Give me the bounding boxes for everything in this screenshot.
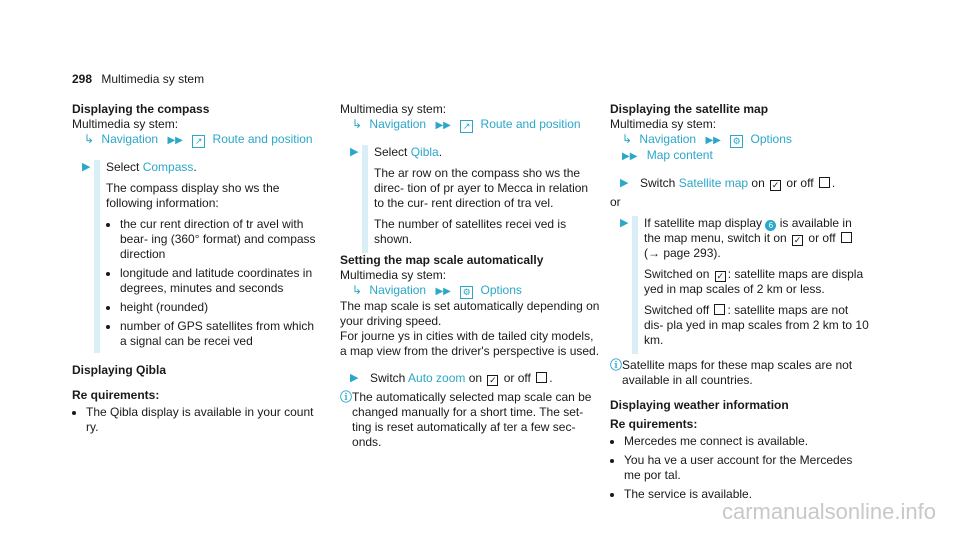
intro-text: Multimedia sy stem: [610, 117, 717, 131]
route-icon: ↗ [460, 120, 473, 133]
page-reference[interactable]: (→ page 293). [644, 246, 721, 260]
intro-text: Multimedia sy stem: [340, 102, 447, 116]
path-arrow-icon: ↳ [84, 132, 95, 146]
step-select-qibla: ▶ Select Qibla. The ar row on the compass sho ws the direc‑ tion of pr ayer to Mecca in relation to the cur‑ rent direction of tra vel. The number of satellites recei ved is shown. [340, 145, 600, 253]
path-navigation[interactable]: Navigation [369, 283, 427, 297]
intro-text: Multimedia sy stem: [340, 268, 447, 282]
page-number: 298 [72, 72, 93, 86]
watermark: carmanualsonline.info [721, 499, 936, 524]
callout-number: 6 [765, 220, 776, 231]
column-3 [610, 102, 870, 506]
map-scale-heading: Setting the map scale automatically [340, 253, 544, 267]
compass-description: The compass display sho ws the following information: [106, 181, 280, 210]
list-item: • The Qibla display is available in your count ry. [86, 405, 318, 435]
section-title: Multimedia sy stem [101, 72, 205, 86]
page-header [72, 72, 204, 86]
qibla-link[interactable]: Qibla [410, 145, 439, 159]
list-item: • the cur rent direction of tr avel with bear‑ ing (360° format) and compass direction [120, 217, 318, 262]
path-navigation[interactable]: Navigation [369, 117, 427, 131]
step-select-compass: ▶ Select Compass. The compass display sho ws the following information: • the cur rent direction of tr avel with bear‑ ing (360° format) and compass direction • longitude and latitude coordinates in degrees, minutes and seconds • height (rounded) • number of GPS satellites from which a signal can be recei ved [72, 160, 318, 353]
double-chevron-icon: ▶▶ [435, 286, 451, 297]
requirements-list [72, 405, 318, 435]
requirements-list [610, 434, 870, 502]
step-arrow-icon: ▶ [620, 177, 629, 189]
list-item: • The service is available. [624, 487, 870, 502]
info-icon: ⓘ [610, 358, 623, 372]
double-chevron-icon: ▶▶ [622, 151, 638, 162]
info-icon: ⓘ [340, 390, 353, 404]
scale-description: The map scale is set automatically depending on your driving speed. [340, 299, 600, 328]
list-item: • height (rounded) [120, 300, 318, 315]
list-item: • Mercedes me connect is available. [624, 434, 870, 449]
path-navigation[interactable]: Navigation [639, 132, 697, 146]
unchecked-box-icon [819, 177, 830, 188]
gear-icon: ⚙ [730, 135, 743, 148]
unchecked-box-icon [536, 372, 547, 383]
unchecked-box-icon [841, 232, 852, 243]
step-arrow-icon: ▶ [82, 161, 91, 173]
gear-icon: ⚙ [460, 286, 473, 299]
scale-description-2: For journe ys in cities with de tailed city models, a map view from the driver's perspective is used. [340, 329, 600, 358]
route-icon: ↗ [192, 135, 205, 148]
list-item: • You ha ve a user account for the Mercedes me por tal. [624, 453, 870, 483]
step-satellite-display: ▶ If satellite map display 6 is available in the map menu, switch it on ✓ or off (→ page 293). Switched on ✓ : satellite maps are displa yed in map scales of 2 km or less. Switched off : satellite maps are not dis‑ pla yed in map scales from 2 km to 10 km. [610, 216, 870, 354]
requirements-label: Re quirements: [610, 417, 698, 431]
path-options[interactable]: Options [480, 283, 522, 297]
double-chevron-icon: ▶▶ [167, 135, 183, 146]
weather-heading: Displaying weather information [610, 398, 789, 412]
checked-box-icon: ✓ [489, 375, 497, 385]
info-note: ⓘ The automatically selected map scale can be changed manually for a short time. The set‑ ting is reset automatically af ter a few sec‑ onds. [340, 390, 592, 449]
column-2 [340, 102, 600, 450]
checked-box-icon: ✓ [771, 180, 780, 190]
step-arrow-icon: ▶ [350, 146, 359, 158]
qibla-description: The ar row on the compass sho ws the direc‑ tion of pr ayer to Mecca in relation to the cur‑ rent direction of tra vel. [374, 166, 589, 210]
path-arrow-icon: ↳ [352, 283, 363, 297]
path-route[interactable]: Route and position [480, 117, 581, 131]
intro-text: Multimedia sy stem: [72, 117, 179, 131]
path-options[interactable]: Options [750, 132, 792, 146]
step-switch-satellite: ▶ Switch Satellite map on ✓ or off . [610, 176, 870, 191]
menu-path [72, 132, 318, 148]
requirements-label: Re quirements: [72, 388, 160, 402]
step-arrow-icon: ▶ [350, 372, 359, 384]
column-1 [72, 102, 318, 439]
satellite-map-link[interactable]: Satellite map [678, 176, 749, 190]
list-item: • number of GPS satellites from which a signal can be recei ved [120, 319, 318, 349]
compass-link[interactable]: Compass [142, 160, 194, 174]
checked-box-icon: ✓ [716, 271, 724, 281]
satellite-heading: Displaying the satellite map [610, 102, 769, 116]
checked-box-icon: ✓ [793, 235, 802, 245]
step-switch-auto-zoom: ▶ Switch Auto zoom on ✓ or off . [340, 371, 600, 386]
info-note: ⓘ Satellite maps for these map scales are not available in all countries. [610, 358, 853, 387]
satellites-note: The number of satellites recei ved is shown. [374, 217, 567, 246]
or-text: or [610, 195, 621, 209]
path-arrow-icon: ↳ [352, 117, 363, 131]
auto-zoom-link[interactable]: Auto zoom [408, 371, 466, 385]
unchecked-box-icon [714, 304, 725, 315]
menu-path [340, 117, 600, 133]
qibla-heading: Displaying Qibla [72, 363, 167, 377]
path-route[interactable]: Route and position [212, 132, 313, 146]
path-arrow-icon: ↳ [622, 132, 633, 146]
path-navigation[interactable]: Navigation [101, 132, 159, 146]
menu-path-2 [610, 148, 870, 164]
compass-info-list [106, 217, 318, 349]
menu-path [340, 283, 600, 299]
list-item: • longitude and latitude coordinates in degrees, minutes and seconds [120, 266, 318, 296]
menu-path [610, 132, 870, 148]
step-arrow-icon: ▶ [620, 217, 629, 229]
path-map-content[interactable]: Map content [646, 148, 713, 162]
compass-heading: Displaying the compass [72, 102, 210, 116]
double-chevron-icon: ▶▶ [435, 120, 451, 131]
double-chevron-icon: ▶▶ [705, 135, 721, 146]
